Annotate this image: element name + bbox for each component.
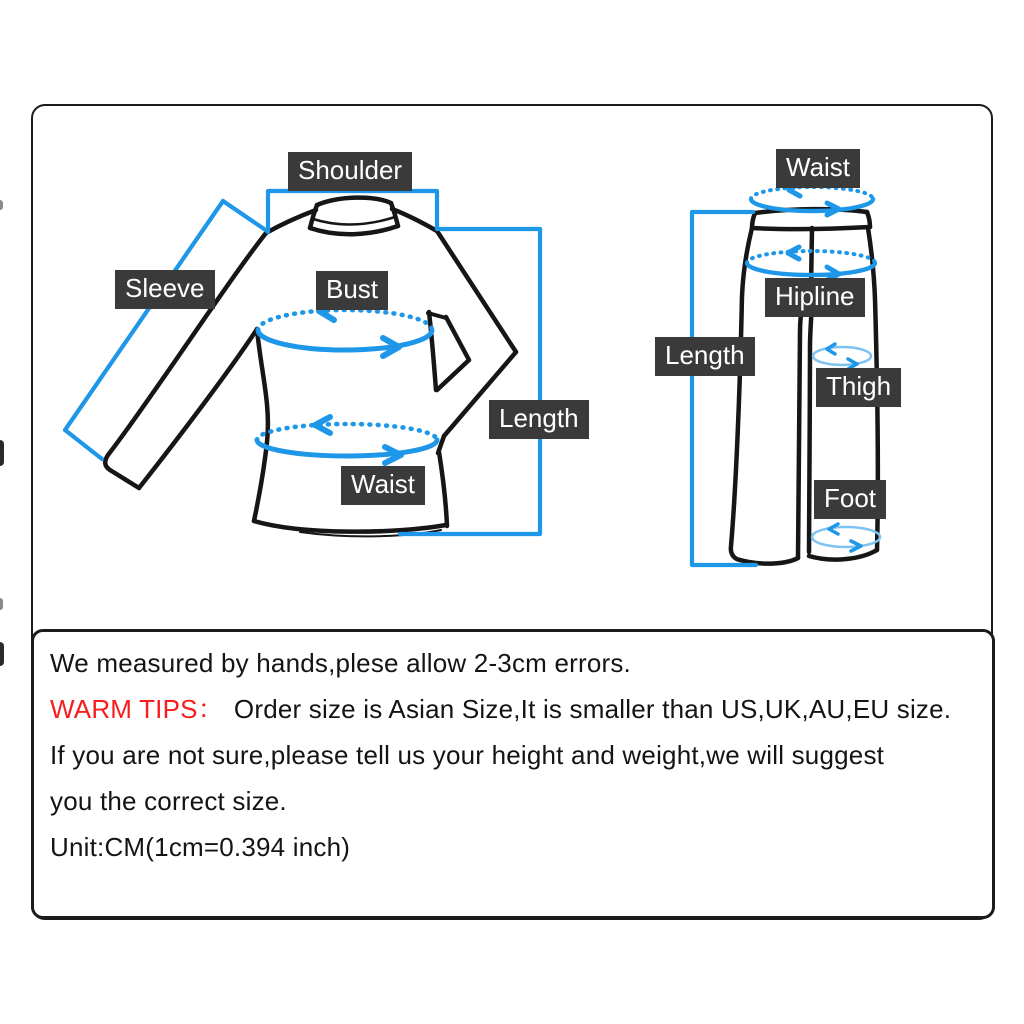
tips-line-correct-size: you the correct size. — [50, 786, 287, 816]
shirt-bust-label: Bust — [316, 271, 388, 310]
shirt-drawing — [105, 198, 516, 537]
tips-line-warm-tips — [50, 695, 978, 724]
shirt-sleeve-label: Sleeve — [115, 270, 215, 309]
warm-tips-text: Order size is Asian Size,It is smaller than US,UK,AU,EU size. — [233, 694, 952, 724]
pants-length-label: Length — [655, 337, 755, 376]
warm-tips-label: WARM TIPS： — [50, 694, 224, 724]
measure-brackets — [65, 191, 756, 565]
tips-box — [31, 629, 995, 919]
pants-waist-label: Waist — [776, 149, 860, 188]
pants-foot-label: Foot — [814, 480, 886, 519]
pants-thigh-label: Thigh — [816, 368, 901, 407]
pants-hipline-label: Hipline — [765, 278, 865, 317]
shirt-length-label: Length — [489, 400, 589, 439]
tips-line-suggest: If you are not sure,please tell us your height and weight,we will suggest — [50, 740, 885, 770]
tips-line-measured: We measured by hands,plese allow 2-3cm errors. — [50, 648, 631, 678]
tips-line-unit: Unit:CM(1cm=0.394 inch) — [50, 832, 351, 862]
shirt-waist-label: Waist — [341, 466, 425, 505]
shirt-shoulder-label: Shoulder — [288, 152, 412, 191]
